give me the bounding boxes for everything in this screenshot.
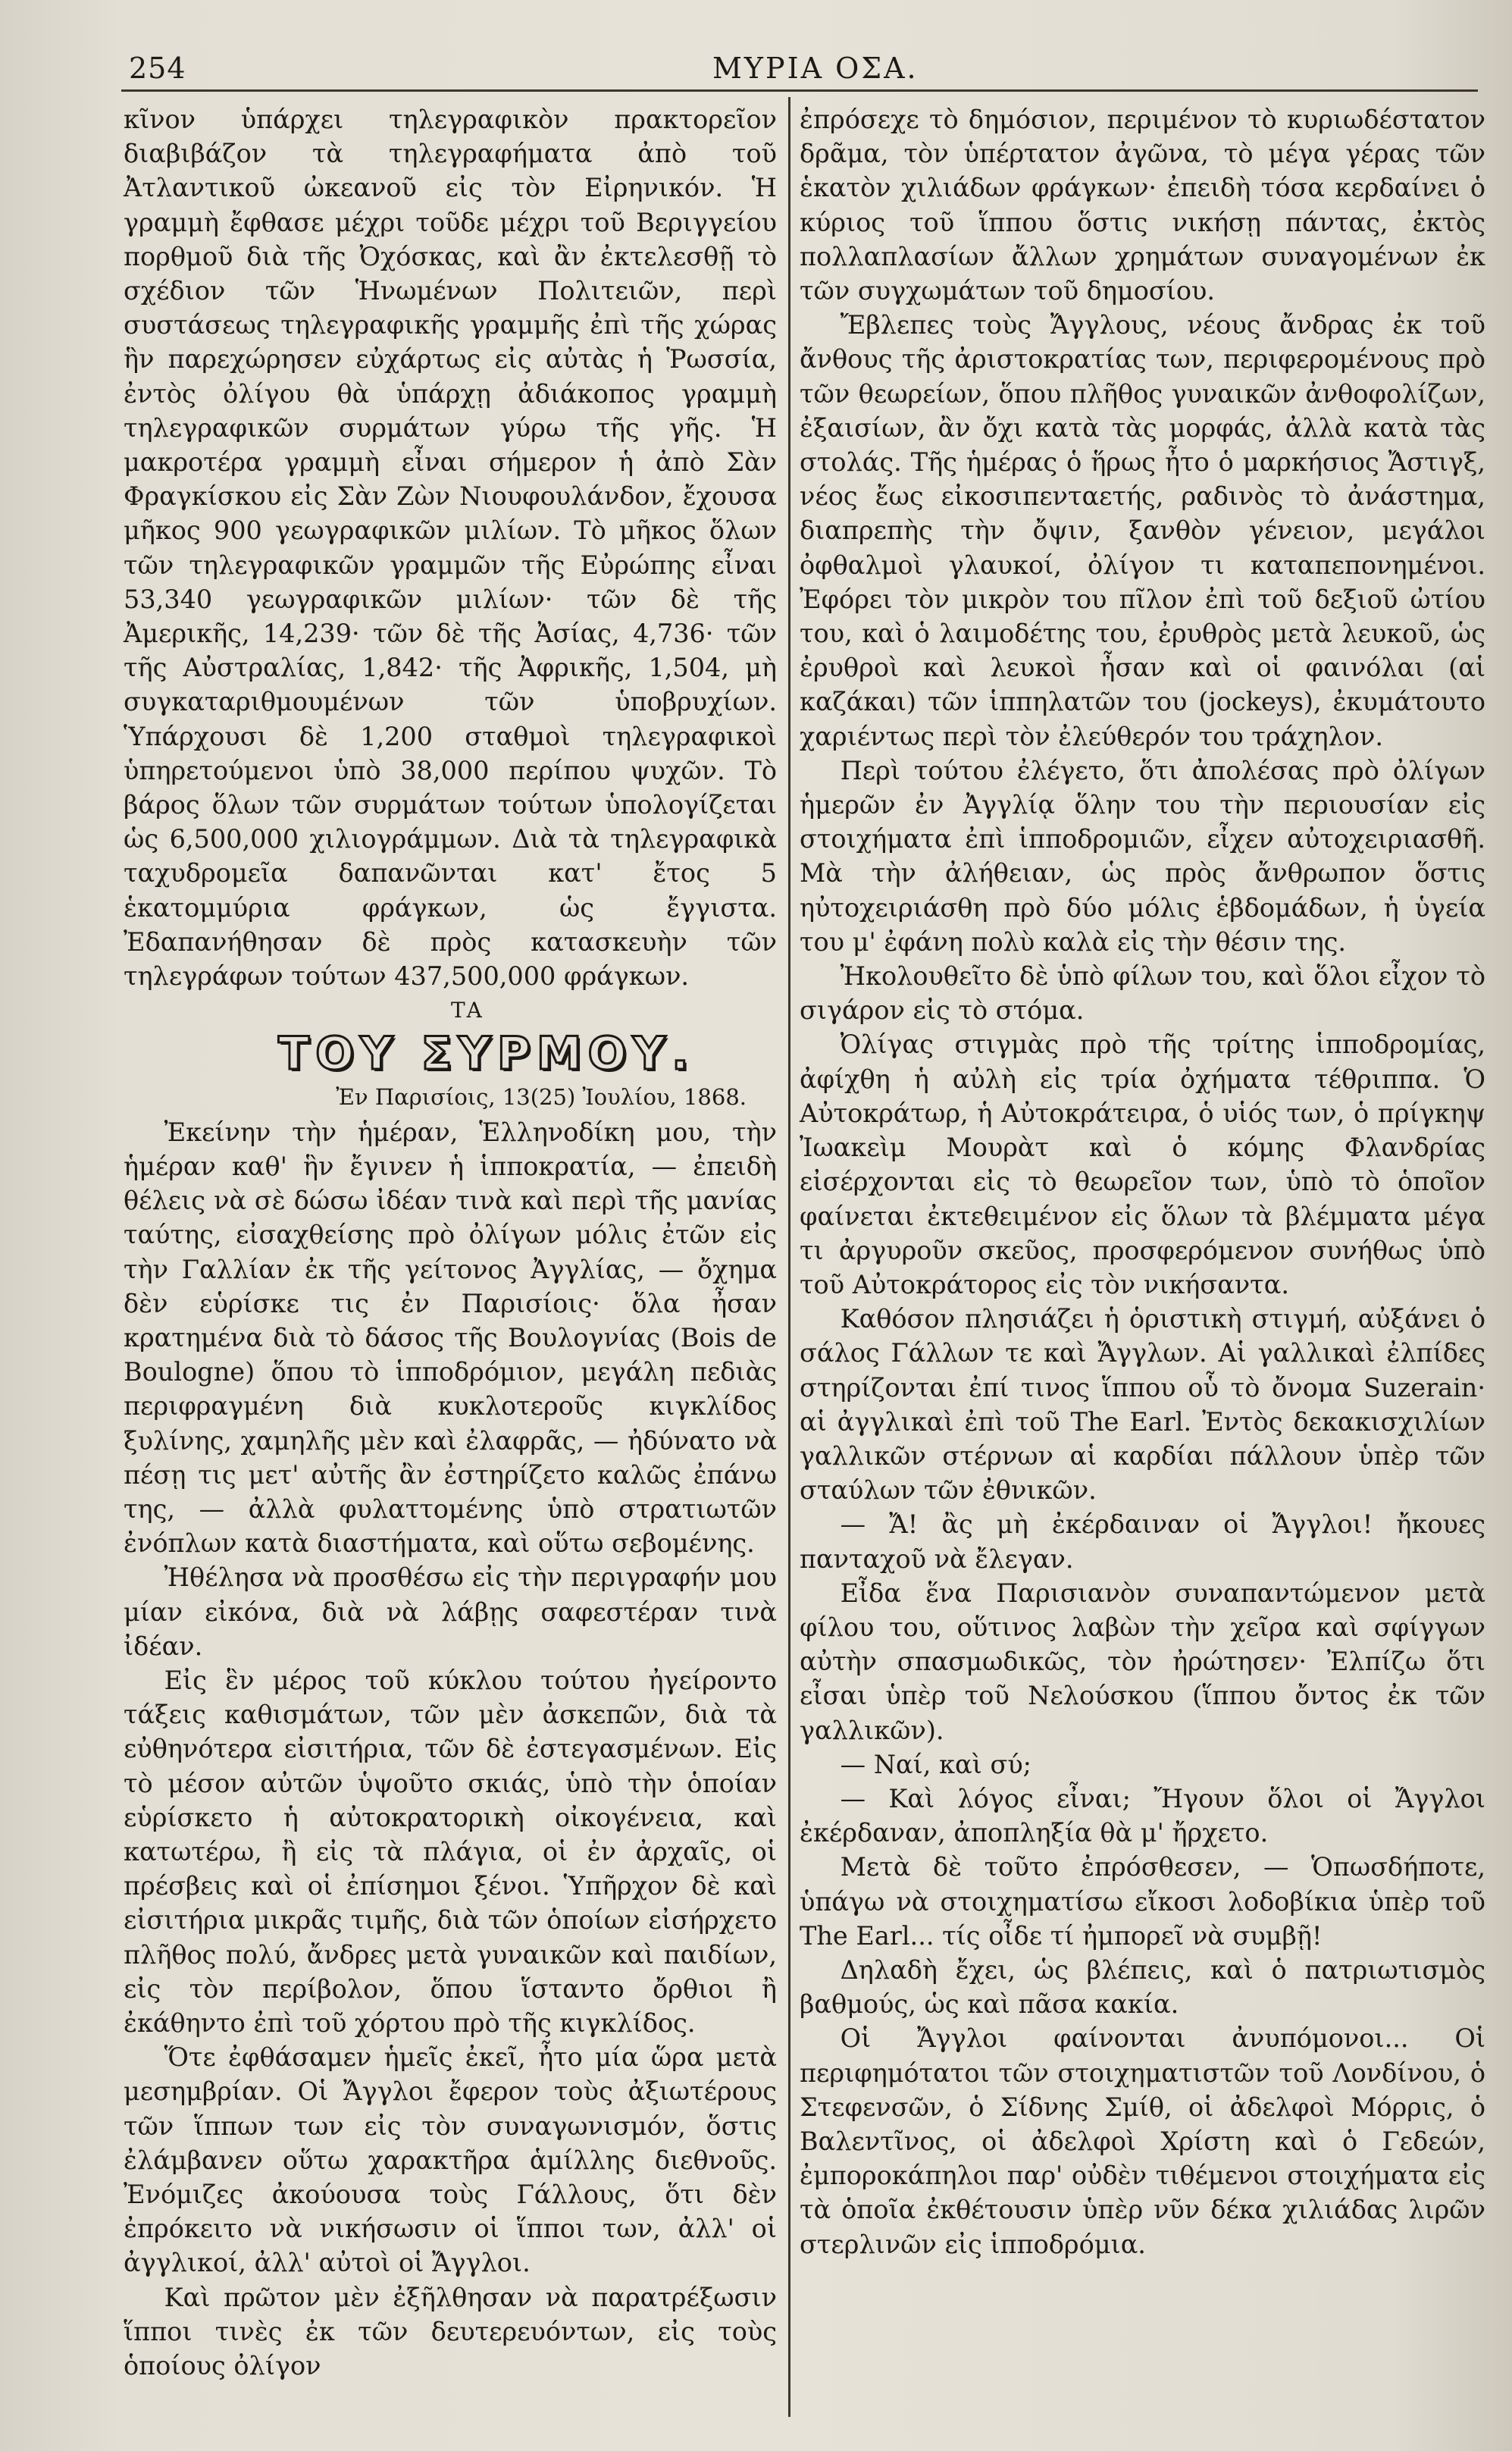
right-paragraph: Εἶδα ἕνα Παρισιανὸν συναπαντώμενον μετὰ φίλου του, οὕτινος λαβὼν τὴν χεῖρα καὶ σφίγγων αὐτὴν σπασμωδικῶς, τὸν ἠρώτησεν· Ἐλπίζω ὅτι εἶσαι ὑπὲρ τοῦ Νελούσκου (ἵππου ὄντος ἐκ τῶν γαλλικῶν). [800,1578,1485,1745]
dateline: Ἐν Παρισίοις, 13(25) Ἰουλίου, 1868. [336,1084,747,1111]
right-paragraph: Οἱ Ἄγγλοι φαίνονται ἀνυπόμονοι... Οἱ περιφημότατοι τῶν στοιχηματιστῶν τοῦ Λονδίνου, ὁ Στεφενσῶν, ὁ Σίδνης Σμίθ, οἱ ἀδελφοὶ Μόρρις, ὁ Βαλεντῖνος, οἱ ἀδελφοὶ Χρίστη καὶ ὁ Γεδεών, ἐμποροκάπηλοι παρ' οὐδὲν τιθέμενοι στοιχήματα εἰς τὰ ὁποῖα ἐκθέτουσιν ὑπὲρ νῦν δέκα χιλιάδας λιρῶν στερλινῶν εἰς ἱπποδρόμια. [800,2023,1485,2259]
left-paragraph: Ὅτε ἐφθάσαμεν ἡμεῖς ἐκεῖ, ἦτο μία ὥρα μετὰ μεσημβρίαν. Οἱ Ἄγγλοι ἔφερον τοὺς ἀξιωτέρους τῶν ἵππων των εἰς τὸν συναγωνισμόν, ὅστις ἐλάμβανεν οὕτω χαρακτῆρα ἁμίλλης διεθνοῦς. Ἐνόμιζες ἀκούουσα τοὺς Γάλλους, ὅτι δὲν ἐπρόκειτο νὰ νικήσωσιν οἱ ἵπποι των, ἀλλ' οἱ ἀγγλικοί, ἀλλ' αὐτοὶ οἱ Ἄγγλοι. [124,2042,777,2278]
left-paragraph: Εἰς ἓν μέρος τοῦ κύκλου τούτου ἠγείροντο τάξεις καθισμάτων, τῶν μὲν ἀσκεπῶν, διὰ τὰ εὐθηνότερα εἰσιτήρια, τῶν δὲ ἐστεγασμένων. Εἰς τὸ μέσον αὐτῶν ὑψοῦτο σκιάς, ὑπὸ τὴν ὁποίαν εὑρίσκετο ἡ αὐτοκρατορικὴ οἰκογένεια, καὶ κατωτέρω, ἢ εἰς τὰ πλάγια, οἱ ἐν ἀρχαῖς, οἱ πρέσβεις καὶ οἱ ἐπίσημοι ξένοι. Ὑπῆρχον δὲ καὶ εἰσιτήρια μικρᾶς τιμῆς, διὰ τῶν ὁποίων εἰσήρχετο πλῆθος πολύ, ἄνδρες μετὰ γυναικῶν καὶ παιδίων, εἰς τὸν περίβολον, ὅπου ἵσταντο ὄρθιοι ἢ ἐκάθηντο ἐπὶ τοῦ χόρτου πρὸ τῆς κιγκλίδος. [124,1665,777,2038]
right-paragraph: Περὶ τούτου ἐλέγετο, ὅτι ἀπολέσας πρὸ ὀλίγων ἡμερῶν ἐν Ἀγγλίᾳ ὅλην του τὴν περιουσίαν εἰς στοιχήματα ἐπὶ ἱπποδρομιῶν, εἶχεν αὐτοχειριασθῆ. Μὰ τὴν ἀλήθειαν, ὡς πρὸς ἄνθρωπον ὅστις ηὐτοχειριάσθη πρὸ δύο μόλις ἑβδομάδων, ἡ ὑγεία του μ' ἐφάνη πολὺ καλὰ εἰς τὴν θέσιν της. [800,755,1485,957]
right-paragraph: Ἠκολουθεῖτο δὲ ὑπὸ φίλων του, καὶ ὅλοι εἶχον τὸ σιγάρον εἰς τὸ στόμα. [800,961,1485,1026]
right-paragraph: — Καὶ λόγος εἶναι; Ἤγουν ὅλοι οἱ Ἄγγλοι ἐκέρδαναν, ἀποπληξία θὰ μ' ἤρχετο. [800,1783,1485,1848]
column-divider [788,97,790,2417]
left-paragraph: Ἐκείνην τὴν ἡμέραν, Ἑλληνοδίκη μου, τὴν ἡμέραν καθ' ἣν ἔγινεν ἡ ἱπποκρατία, — ἐπειδὴ θέλεις νὰ σὲ δώσω ἰδέαν τινὰ καὶ περὶ τῆς μανίας ταύτης, εἰσαχθείσης πρὸ ὀλίγων μόλις ἐτῶν εἰς τὴν Γαλλίαν ἐκ τῆς γείτονος Ἀγγλίας, — ὄχημα δὲν εὑρίσκε τις ἐν Παρισίοις· ὅλα ἦσαν κρατημένα διὰ τὸ δάσος τῆς Βουλογνίας (Bois de Boulogne) ὅπου τὸ ἱπποδρόμιον, μεγάλη πεδιὰς περιφραγμένη διὰ κυκλοτεροῦς κιγκλίδος ξυλίνης, χαμηλῆς μὲν καὶ ἐλαφρᾶς, — ἠδύνατο νὰ πέσῃ τις μετ' αὐτῆς ἂν ἐστηρίζετο καλῶς ἐπάνω της, — ἀλλὰ φυλαττομένης ὑπὸ στρατιωτῶν ἐνόπλων κατὰ διαστήματα, καὶ οὕτω σεβομένης. [124,1117,777,1559]
right-paragraph: Δηλαδὴ ἔχει, ὡς βλέπεις, καὶ ὁ πατριωτισμὸς βαθμούς, ὡς καὶ πᾶσα κακία. [800,1954,1485,2020]
left-paragraph: Ἠθέλησα νὰ προσθέσω εἰς τὴν περιγραφήν μου μίαν εἰκόνα, διὰ νὰ λάβῃς σαφεστέραν τινὰ ἰδέαν. [124,1562,777,1661]
right-paragraph: Ὀλίγας στιγμὰς πρὸ τῆς τρίτης ἱπποδρομίας, ἀφίχθη ἡ αὐλὴ εἰς τρία ὀχήματα τέθριππα. Ὁ Αὐτοκράτωρ, ἡ Αὐτοκράτειρα, ὁ υἱός των, ὁ πρίγκηψ Ἰωακεὶμ Μουρὰτ καὶ ὁ κόμης Φλανδρίας εἰσέρχονται εἰς τὸ θεωρεῖον των, ὑπὸ τὸ ὁποῖον φαίνεται ἐκτεθειμένον εἰς ὅλων τὰ βλέμματα μέγα τι ἀργυροῦν σκεῦος, προσφερόμενον συνήθως ὑπὸ τοῦ Αὐτοκράτορος εἰς τὸν νικήσαντα. [800,1030,1485,1299]
left-intro-paragraph: κῖνον ὑπάρχει τηλεγραφικὸν πρακτορεῖον διαβιβάζον τὰ τηλεγραφήματα ἀπὸ τοῦ Ἀτλαντικοῦ ὠκεανοῦ εἰς τὸν Εἰρηνικόν. Ἡ γραμμὴ ἔφθασε μέχρι τοῦδε μέχρι τοῦ Βεριγγείου πορθμοῦ διὰ τῆς Ὀχόσκας, καὶ ἂν ἐκτελεσθῇ τὸ σχέδιον τῶν Ἡνωμένων Πολιτειῶν, περὶ συστάσεως τηλεγραφικῆς γραμμῆς ἐπὶ τῆς χώρας ἣν παρεχώρησεν εὐχάρτως εἰς αὐτὰς ἡ Ῥωσσία, ἐντὸς ὀλίγου θὰ ὑπάρχῃ ἀδιάκοπος γραμμὴ τηλεγραφικῶν συρμάτων γύρω τῆς γῆς. Ἡ μακροτέρα γραμμὴ εἶναι σήμερον ἡ ἀπὸ Σὰν Φραγκίσκου εἰς Σὰν Ζὼν Νιουφουλάνδον, ἔχουσα μῆκος 900 γεωγραφικῶν μιλίων. Τὸ μῆκος ὅλων τῶν τηλεγραφικῶν γραμμῶν τῆς Εὐρώπης εἶναι 53,340 γεωγραφικῶν μιλίων· τῶν δὲ τῆς Ἀμερικῆς, 14,239· τῶν δὲ τῆς Ἀσίας, 4,736· τῶν τῆς Αὐστραλίας, 1,842· τῆς Ἀφρικῆς, 1,504, μὴ συγκαταριθμουμένων τῶν ὑποβρυχίων. Ὑπάρχουσι δὲ 1,200 σταθμοὶ τηλεγραφικοὶ ὑπηρετούμενοι ὑπὸ 38,000 περίπου ψυχῶν. Τὸ βάρος ὅλων τῶν συρμάτων τούτων ὑπολογίζεται ὡς 6,500,000 χιλιογράμμων. Διὰ τὰ τηλεγραφικὰ ταχυδρομεῖα δαπανῶνται κατ' ἔτος 5 ἑκατομμύρια φράγκων, ὡς ἔγγιστα. Ἐδαπανήθησαν δὲ πρὸς κατασκευὴν τῶν τηλεγράφων τούτων 437,500,000 φράγκων. [124,105,777,992]
right-paragraph: Μετὰ δὲ τοῦτο ἐπρόσθεσεν, — Ὁπωσδήποτε, ὑπάγω νὰ στοιχηματίσω εἴκοσι λοδοβίκια ὑπὲρ τοῦ The Earl... τίς οἶδε τί ἠμπορεῖ νὰ συμβῇ! [800,1852,1485,1951]
right-paragraph: — Ἄ! ἂς μὴ ἐκέρδαιναν οἱ Ἄγγλοι! ἤκουες πανταχοῦ νὰ ἔλεγαν. [800,1509,1485,1574]
right-paragraph: ἐπρόσεχε τὸ δημόσιον, περιμένον τὸ κυριωδέστατον δρᾶμα, τὸν ὑπέρτατον ἀγῶνα, τὸ μέγα γέρας τῶν ἑκατὸν χιλιάδων φράγκων· ἐπειδὴ τόσα κερδαίνει ὁ κύριος τοῦ ἵππου ὅστις νικήσῃ πάντας, ἐκτὸς πολλαπλασίων ἄλλων χρημάτων συναγομένων ἐκ τῶν συγχωμάτων τοῦ δημοσίου. [800,105,1485,306]
section-title: ΤΟΥ ΣΥΡΜΟΥ. [278,1027,695,1081]
section-article: ΤΑ [450,998,484,1023]
left-paragraph: Καὶ πρῶτον μὲν ἐξῆλθησαν νὰ παρατρέξωσιν ἵπποι τινὲς ἐκ τῶν δευτερευόντων, εἰς τοὺς ὁποίους ὀλίγον [124,2282,777,2380]
page-number: 254 [129,52,186,85]
running-title: ΜΥΡΙΑ ΟΣΑ. [712,52,919,85]
right-paragraph: Ἔβλεπες τοὺς Ἄγγλους, νέους ἄνδρας ἐκ τοῦ ἄνθους τῆς ἀριστοκρατίας των, περιφερομένους πρὸ τῶν θεωρείων, ὅπου πλῆθος γυναικῶν ἀνθοφολίζων, ἐξαισίων, ἂν ὄχι κατὰ τὰς μορφάς, ἀλλὰ κατὰ τὰς στολάς. Τῆς ἡμέρας ὁ ἥρως ἦτο ὁ μαρκήσιος Ἄστιγξ, νέος ἔως εἰκοσιπενταετής, ραδινὸς τὸ ἀνάστημα, διαπρεπὴς τὴν ὄψιν, ξανθὸν γένειον, μεγάλοι ὀφθαλμοὶ γλαυκοί, ὀλίγον τι καταπεπονημένοι. Ἐφόρει τὸν μικρὸν του πῖλον ἐπὶ τοῦ δεξιοῦ ὠτίου του, καὶ ὁ λαιμοδέτης του, ἐρυθρὸς μετὰ λευκοῦ, ὡς ἐρυθροὶ καὶ λευκοὶ ἦσαν καὶ οἱ φαινόλαι (αἱ καζάκαι) τῶν ἱππηλατῶν του (jockeys), ἐκυμάτουτο χαριέντως περὶ τὸν ἐλεύθερόν του τράχηλον. [800,310,1485,751]
right-column [800,102,1485,2261]
page-header [121,45,1478,91]
right-paragraph: — Ναί, καὶ σύ; [840,1749,1031,1779]
header-rule [121,89,1478,92]
left-column [124,102,777,2383]
right-paragraph: Καθόσον πλησιάζει ἡ ὁριστικὴ στιγμή, αὐξάνει ὁ σάλος Γάλλων τε καὶ Ἄγγλων. Αἱ γαλλικαὶ ἐλπίδες στηρίζονται ἐπί τινος ἵππου οὗ τὸ ὄνομα Suzerain· αἱ ἀγγλικαὶ ἐπὶ τοῦ The Earl. Ἐντὸς δεκακισχιλίων γαλλικῶν στέρνων αἱ καρδίαι πάλλουν ὑπὲρ τῶν σταύλων τῶν ἐθνικῶν. [800,1304,1485,1506]
